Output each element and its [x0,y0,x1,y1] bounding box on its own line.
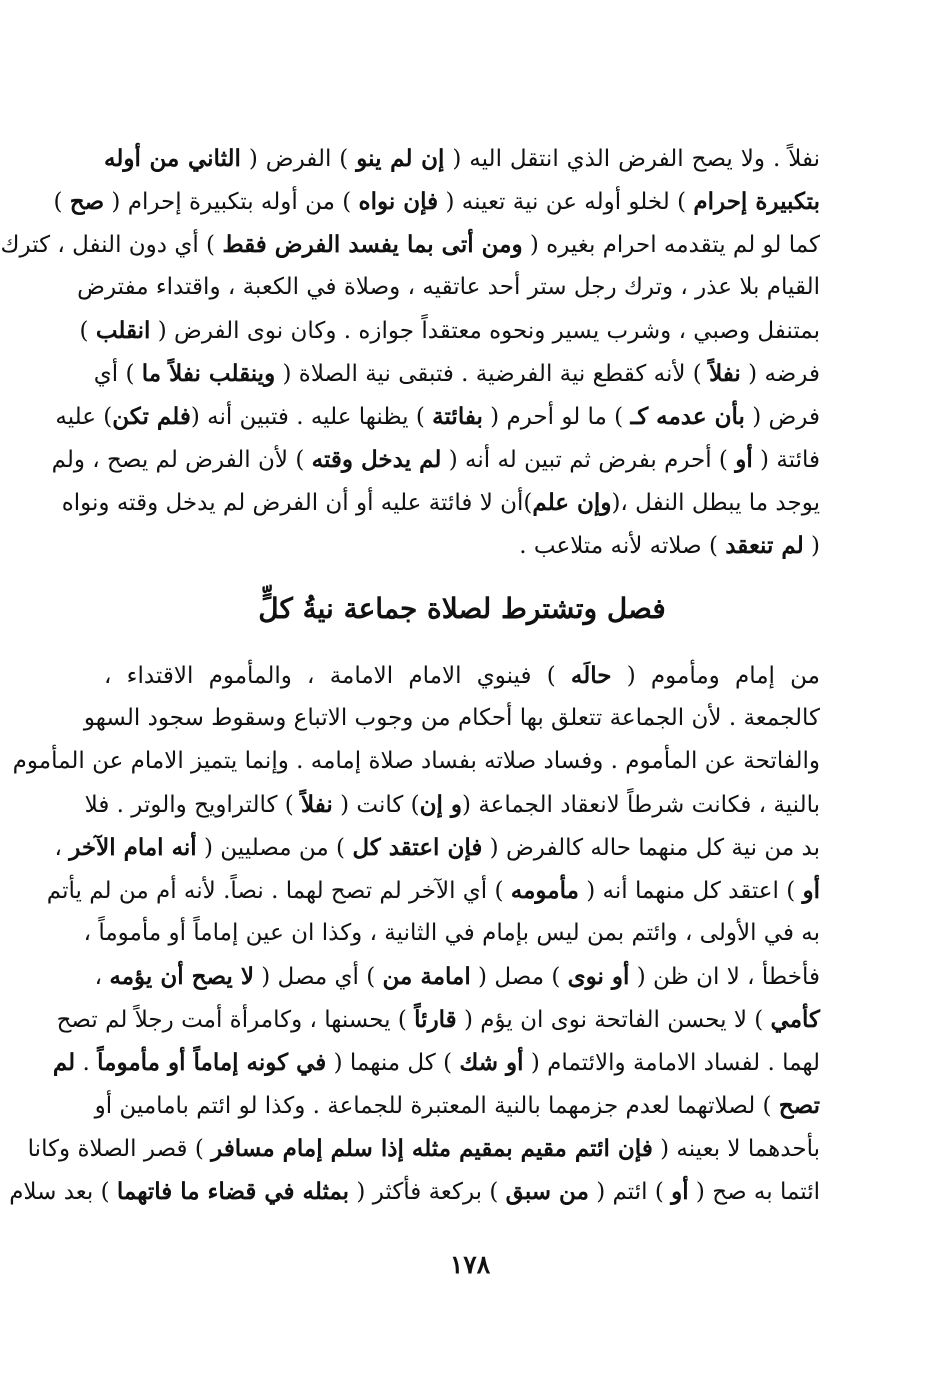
matn-text: حالَه [570,662,612,689]
paragraph-invalid-intention [0,137,820,567]
sharh-text: ( [803,533,820,559]
text-line [27,1127,820,1170]
sharh-text: ) عليه [55,404,113,430]
text-line [46,869,820,912]
sharh-text: ائتما به صح ( [688,1179,820,1205]
text-line [54,826,820,869]
sharh-text: ) أي مصل ( [253,964,383,990]
sharh-text: ) أي دون النفل ، كترك [0,232,223,258]
sharh-text: ) [79,318,96,344]
matn-text: وينقلب نفلاً ما [141,360,276,387]
matn-text: بأن عدمه كـ [630,403,745,430]
paragraph-congregation-intention [9,654,820,1213]
sharh-text: بالنية ، فكانت شرطاً لانعقاد الجماعة ( [462,792,820,818]
sharh-text: ) أي [93,361,142,387]
sharh-text: بأحدهما لا بعينه ( [652,1136,820,1162]
matn-text: في كونه إماماً أو مأموماً [97,1049,327,1076]
matn-text: فإن نواه [358,188,439,215]
sharh-text: ) يحسنها ، وكامرأة أمت رجلاً لم تصح [56,1007,415,1033]
text-line [53,180,820,223]
sharh-text: ) يظنها عليه . فتبين أنه ( [190,404,433,430]
sharh-text: بد من نية كل منهما حاله كالفرض ( [482,835,820,861]
sharh-text: ) فينوي الامام الامامة ، والمأموم الاقتداء ، [104,663,571,689]
sharh-text: ) لصلاتهما لعدم جزمهما بالنية المعتبرة للجماعة . وكذا لو ائتم بامامين أو [94,1093,779,1119]
matn-text: مأمومه [510,877,579,904]
text-line [9,1170,820,1213]
matn-text: وإن علم [532,489,612,516]
text-line [0,223,820,266]
sharh-text: ) [53,189,70,215]
sharh-text: القيام بلا عذر ، وترك رجل ستر أحد عاتقيه ، وصلاة في الكعبة ، واقتداء مفترض [77,274,820,300]
text-line [79,309,820,352]
text-line [104,137,820,180]
matn-text: بمثله في قضاء ما فاتهما [116,1178,350,1205]
sharh-text: يوجد ما يبطل النفل ،( [611,490,820,516]
sharh-text: كما لو لم يتقدمه احرام بغيره ( [522,232,820,258]
sharh-text: ) ما لو أحرم ( [482,404,631,430]
sharh-text: ) بركعة فأكثر ( [349,1179,506,1205]
text-line [83,697,820,740]
text-line [52,1041,820,1084]
sharh-text: والفاتحة عن المأموم . وفساد صلاته بفساد صلاة إمامه . وإنما يتميز الامام عن المأموم [12,748,820,774]
sharh-text: ) لخلو أوله عن نية تعينه ( [438,189,694,215]
text-line [77,266,820,309]
sharh-text: ) كالتراويح والوتر . فلا [84,792,302,818]
matn-text: ومن أتى بما يفسد الفرض فقط [222,231,523,258]
matn-text: و إن [419,791,463,818]
sharh-text: ) لأنه كقطع نية الفرضية . فتبقى نية الصلاة ( [275,361,710,387]
matn-text: انقلب [95,317,151,344]
matn-text: لم [52,1049,76,1076]
matn-text: كأمي [770,1006,820,1033]
matn-text: صح [69,188,105,215]
text-line [51,438,820,481]
sharh-text: كالجمعة . لأن الجماعة تتعلق بها أحكام من وجوب الاتباع وسقوط سجود السهو [83,705,820,731]
matn-text: لم يدخل وقته [311,446,442,473]
matn-text: أنه امام الآخر [69,834,197,861]
matn-text: أو شك [459,1049,524,1076]
text-line [56,998,820,1041]
sharh-text: ) كل منهما ( [326,1050,460,1076]
matn-text: أو [671,1178,689,1205]
text-line [61,481,820,524]
sharh-text: ) صلاته لأنه متلاعب . [519,533,726,559]
sharh-text: ، [94,964,110,990]
sharh-text: من إمام ومأموم ( [611,663,820,689]
sharh-text: ) بعد سلام [9,1179,117,1205]
text-line [104,524,820,567]
sharh-text: ) اعتقد كل منهما أنه ( [578,878,803,904]
matn-text: امامة من [382,963,471,990]
sharh-text: ) من مصليين ( [196,835,353,861]
matn-text: تصح [778,1092,820,1119]
matn-text: إن لم ينو [356,145,445,172]
sharh-text: لهما . لفساد الامامة والائتمام ( [523,1050,820,1076]
sharh-text: ) قصر الصلاة وكانا [27,1136,212,1162]
matn-text: قارئاً [414,1006,457,1033]
matn-text: بفائتة [432,403,483,430]
page-number: ١٧٨ [449,1250,491,1279]
sharh-text: ) الفرض ( [240,146,357,172]
sharh-text: نفلاً . ولا يصح الفرض الذي انتقل اليه ( [444,146,820,172]
sharh-text: ) لا يحسن الفاتحة نوى ان يؤم ( [456,1007,771,1033]
sharh-text: ) كانت ( [332,792,420,818]
sharh-text: )أن لا فائتة عليه أو أن الفرض لم يدخل وقته ونواه [61,490,533,516]
text-line [55,395,820,438]
sharh-text: به في الأولى ، وائتم بمن ليس بإمام في الثانية ، وكذا ان عين إماماً أو مأموماً ، [83,920,820,946]
sharh-text: فأخطأ ، لا ان ظن ( [629,964,820,990]
section-heading: فصل وتشترط لصلاة جماعة نيةُ كلٍّ [258,592,666,625]
text-line [94,1084,820,1127]
matn-text: بتكبيرة إحرام [693,188,820,215]
sharh-text: . [75,1050,98,1076]
sharh-text: ) أي الآخر لم تصح لهما . نصاً. لأنه أم من لم يأتم [46,878,511,904]
sharh-text: ) مصل ( [470,964,568,990]
sharh-text: ) أحرم بفرض ثم تبين له أنه ( [441,447,736,473]
text-line [12,740,820,783]
matn-text: نفلاً [709,360,741,387]
text-line [94,955,820,998]
matn-text: من سبق [505,1178,589,1205]
matn-text: الثاني من أوله [104,145,241,172]
sharh-text: فرض ( [744,404,820,430]
text-line [93,352,820,395]
sharh-text: ) ائتم ( [588,1179,672,1205]
matn-text: أو [735,446,753,473]
text-line [104,654,820,697]
matn-text: أو [802,877,820,904]
matn-text: فإن اعتقد كل [352,834,483,861]
matn-text: لا يصح أن يؤمه [109,963,254,990]
matn-text: فإن ائتم مقيم بمقيم مثله إذا سلم إمام مسافر [211,1135,653,1162]
matn-text: أو نوى [567,963,630,990]
sharh-text: فائتة ( [752,447,820,473]
matn-text: لم تنعقد [725,532,804,559]
sharh-text: بمتنفل وصبي ، وشرب يسير ونحوه معتقداً جوازه . وكان نوى الفرض ( [150,318,820,344]
sharh-text: ، [54,835,70,861]
text-line [83,912,820,955]
sharh-text: ) لأن الفرض لم يصح ، ولم [51,447,312,473]
matn-text: فلم تكن [112,403,191,430]
sharh-text: فرضه ( [740,361,820,387]
text-line [84,783,820,826]
sharh-text: ) من أوله بتكبيرة إحرام ( [104,189,359,215]
matn-text: نفلاً [301,791,333,818]
